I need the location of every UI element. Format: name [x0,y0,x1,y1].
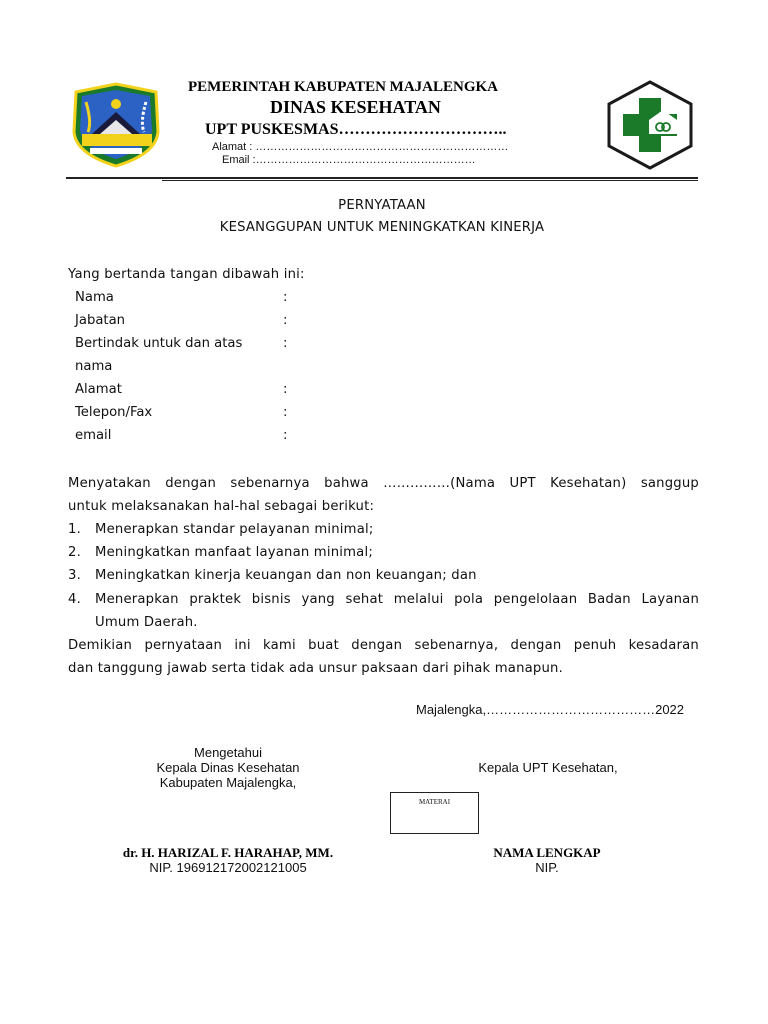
letterhead-address: Alamat : …………………………………………………………… [212,141,509,153]
place-date: Majalengka,…………………………………2022 [416,702,685,717]
materai-label: MATERAI [418,798,451,806]
field-label: Bertindak untuk dan atas [75,336,243,351]
sig-left-line: Kepala Dinas Kesehatan [156,760,300,775]
closing-line: dan tanggung jawab serta tidak ada unsur paksaan dari pihak manapun. [68,661,564,676]
majalengka-emblem-icon [70,82,162,168]
letterhead-email: Email :…………………………………………………… [222,154,476,166]
statement-line: untuk melaksanakan hal-hal sebagai berikut: [68,499,375,514]
item-number: 1. [68,522,81,537]
letterhead-agency: DINAS KESEHATAN [270,97,441,117]
puskesmas-cross-icon [605,80,695,170]
field-label: email [75,428,112,443]
field-colon: : [283,405,288,420]
field-colon: : [283,336,288,351]
item-text: Meningkatkan kinerja keuangan dan non keuangan; dan [95,568,477,583]
item-number: 4. [68,592,81,607]
item-text-continued: Umum Daerah. [95,615,198,630]
field-colon: : [283,382,288,397]
field-label: Nama [75,290,114,305]
item-text: Menerapkan standar pelayanan minimal; [95,522,374,537]
sig-left-name: dr. H. HARIZAL F. HARAHAP, MM. [122,845,334,860]
letterhead-unit: UPT PUSKESMAS………………………….. [205,121,507,138]
letterhead-rule-thick [66,177,698,179]
closing-line: Demikian pernyataan ini kami buat dengan sebenarnya, dengan penuh kesadaran [68,638,699,653]
letterhead-rule-thin [162,180,698,181]
item-number: 3. [68,568,81,583]
sig-right-name: NAMA LENGKAP [493,845,601,860]
field-label: Alamat [75,382,122,397]
item-text: Menerapkan praktek bisnis yang sehat melalui pola pengelolaan Badan Layanan [95,592,699,607]
field-colon: : [283,313,288,328]
field-label: nama [75,359,113,374]
sig-left-line: Kabupaten Majalengka, [159,775,297,790]
field-label: Telepon/Fax [75,405,153,420]
doc-subtitle: KESANGGUPAN UNTUK MENINGKATKAN KINERJA [219,220,545,235]
field-colon: : [283,290,288,305]
field-label: Jabatan [75,313,126,328]
statement-line: Menyatakan dengan sebenarnya bahwa ……………(Nama UPT Kesehatan) sanggup [68,476,699,491]
doc-title: PERNYATAAN [338,198,426,213]
sig-left-line: Mengetahui [194,745,262,760]
intro-text: Yang bertanda tangan dibawah ini: [68,267,305,282]
sig-right-title: Kepala UPT Kesehatan, [478,760,618,775]
sig-right-nip: NIP. [535,860,559,875]
materai-box [390,792,479,834]
sig-left-nip: NIP. 196912172002121005 [149,860,307,875]
item-text: Meningkatkan manfaat layanan minimal; [95,545,373,560]
letterhead-government: PEMERINTAH KABUPATEN MAJALENGKA [188,79,499,95]
field-colon: : [283,428,288,443]
item-number: 2. [68,545,81,560]
